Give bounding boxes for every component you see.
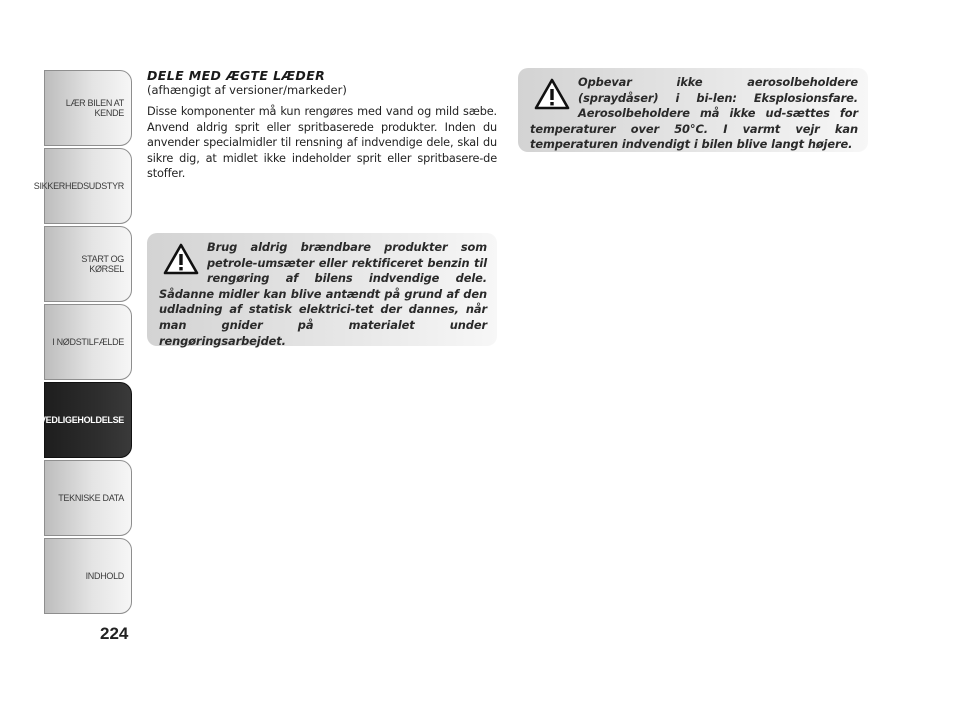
tab-start-og-korsel[interactable]: [44, 226, 132, 302]
warning-box-flammable: [147, 233, 497, 346]
warning-triangle-icon: [163, 243, 199, 275]
tab-label: LÆR BILEN AT KENDE: [65, 98, 124, 118]
warning-text: Opbevar ikke aerosolbeholdere (spraydåser) i bi-len: Eksplosionsfare. Aerosolbeholdere må ikke ud-sættes for temperaturer over 50°C. I varmt vejr kan temperaturen indvendigt i bilen blive langt højere.: [530, 75, 858, 152]
warning-text: Brug aldrig brændbare produkter som petrole-umsæter eller rektificeret benzin til rengøring af bilens indvendige dele. Sådanne midler kan blive antændt på grund af den udladning af statisk elektrici-tet der dannes, når man gnider på materialet under rengøringsarbejdet.: [159, 240, 487, 348]
tab-sikkerhedsudstyr[interactable]: [33, 148, 132, 224]
section-title: DELE MED ÆGTE LÆDER: [147, 68, 326, 83]
tab-laer-bilen-at-kende[interactable]: [44, 70, 132, 146]
tab-indhold[interactable]: [44, 538, 132, 614]
warning-triangle-icon: [534, 78, 570, 110]
tab-label: TEKNISKE DATA: [58, 493, 124, 503]
leather-parts-section: [147, 68, 497, 182]
tab-label: INDHOLD: [85, 571, 124, 581]
warning-box-aerosol: [518, 68, 868, 152]
section-subtitle: (afhængigt af versioner/markeder): [147, 83, 347, 97]
page-number: 224: [100, 624, 129, 643]
chapter-tabs: [33, 70, 134, 616]
tab-label: VEDLIGEHOLDELSE: [39, 415, 124, 425]
tab-tekniske-data[interactable]: [44, 460, 132, 536]
tab-vedligeholdelse[interactable]: [39, 382, 132, 458]
tab-label: START OG KØRSEL: [81, 254, 124, 274]
tab-label: SIKKERHEDSUDSTYR: [33, 181, 124, 191]
tab-label: I NØDSTILFÆLDE: [52, 337, 124, 347]
section-body: Disse komponenter må kun rengøres med vand og mild sæbe. Anvend aldrig sprit eller spritbaserede produkter. Inden du anvender specialmidler til rensning af indvendige dele, skal du sikre dig, at midlet ikke indeholder sprit eller spritbasere-de stoffer.: [147, 105, 497, 181]
tab-i-nodstilfaelde[interactable]: [44, 304, 132, 380]
